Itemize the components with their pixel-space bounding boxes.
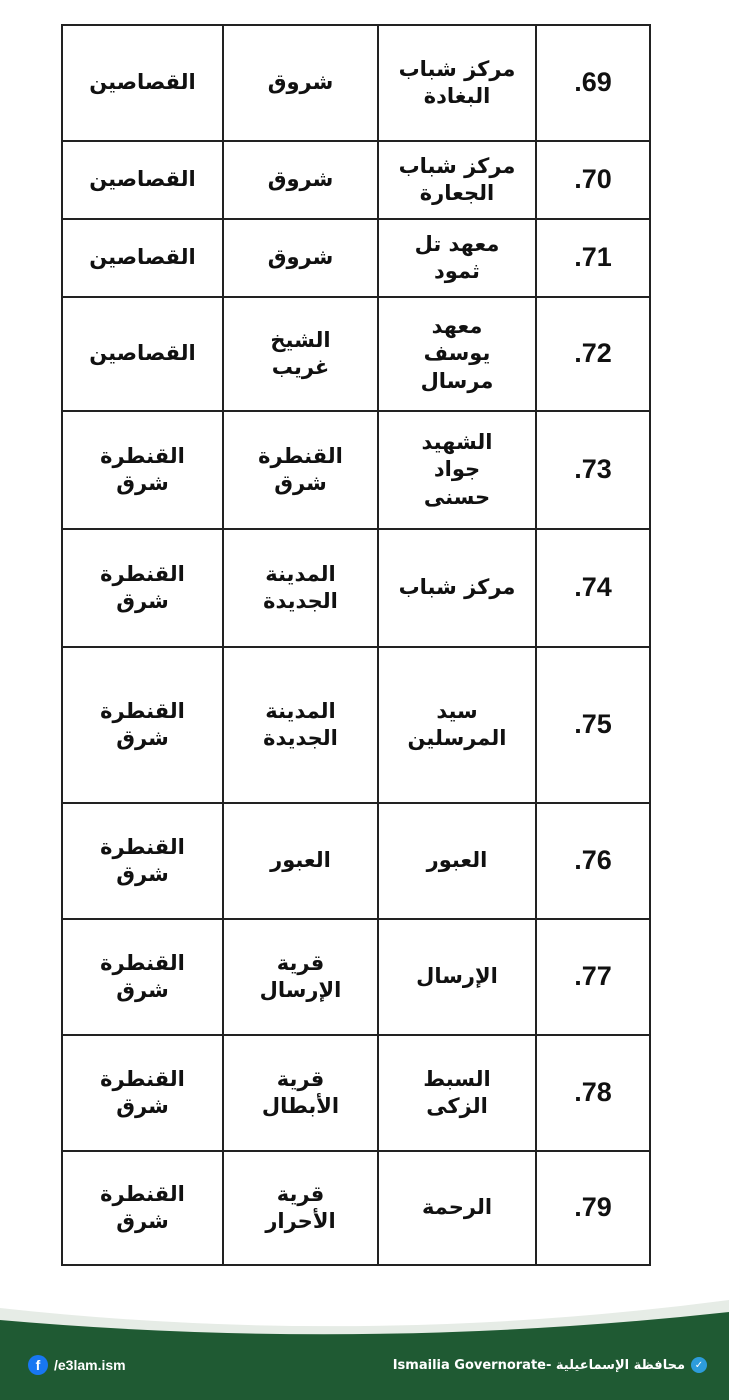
center-name-cell: مركز شباب الجعارة <box>378 141 536 219</box>
village-cell: الشيخ غريب <box>223 297 378 411</box>
table-row <box>62 1151 650 1265</box>
district-cell: القنطرة شرق <box>62 1035 223 1151</box>
center-name-cell: الإرسال <box>378 919 536 1035</box>
village-cell: قرية الأحرار <box>223 1151 378 1265</box>
facebook-icon: f <box>28 1355 48 1375</box>
row-number-cell: .71 <box>536 219 650 297</box>
village-cell: المدينة الجديدة <box>223 529 378 647</box>
table-row <box>62 25 650 141</box>
village-cell: القنطرة شرق <box>223 411 378 529</box>
district-cell: القنطرة شرق <box>62 919 223 1035</box>
center-name-cell: الشهيد جواد حسنى <box>378 411 536 529</box>
footer-wave <box>0 1290 729 1400</box>
table-body <box>62 25 650 1265</box>
village-cell: المدينة الجديدة <box>223 647 378 803</box>
center-name-cell: مركز شباب البغادة <box>378 25 536 141</box>
district-cell: القنطرة شرق <box>62 411 223 529</box>
row-number-cell: .70 <box>536 141 650 219</box>
center-name-cell: السبط الزكى <box>378 1035 536 1151</box>
table-row <box>62 1035 650 1151</box>
village-cell: شروق <box>223 219 378 297</box>
row-number-cell: .76 <box>536 803 650 919</box>
polling-stations-table <box>61 24 651 1266</box>
center-name-cell: سيد المرسلين <box>378 647 536 803</box>
table-row <box>62 297 650 411</box>
district-cell: القنطرة شرق <box>62 647 223 803</box>
row-number-cell: .72 <box>536 297 650 411</box>
center-name-cell: مركز شباب <box>378 529 536 647</box>
village-cell: قرية الأبطال <box>223 1035 378 1151</box>
table-row <box>62 141 650 219</box>
table-row <box>62 803 650 919</box>
governorate-text: Ismailia Governorate- محافظة الإسماعيلية <box>392 1357 685 1373</box>
district-cell: القصاصين <box>62 219 223 297</box>
table-row <box>62 647 650 803</box>
village-cell: شروق <box>223 141 378 219</box>
facebook-handle: /e3lam.ism <box>54 1357 126 1373</box>
district-cell: القصاصين <box>62 141 223 219</box>
governorate-label <box>393 1354 707 1376</box>
district-cell: القنطرة شرق <box>62 1151 223 1265</box>
center-name-cell: العبور <box>378 803 536 919</box>
district-cell: القصاصين <box>62 25 223 141</box>
center-name-cell: معهد تل ثمود <box>378 219 536 297</box>
verified-badge-icon: ✓ <box>691 1357 707 1373</box>
village-cell: العبور <box>223 803 378 919</box>
table-row <box>62 411 650 529</box>
center-name-cell: معهد يوسف مرسال <box>378 297 536 411</box>
table-row <box>62 219 650 297</box>
table-row <box>62 919 650 1035</box>
row-number-cell: .73 <box>536 411 650 529</box>
district-cell: القنطرة شرق <box>62 529 223 647</box>
district-cell: القنطرة شرق <box>62 803 223 919</box>
table-row <box>62 529 650 647</box>
village-cell: قرية الإرسال <box>223 919 378 1035</box>
facebook-link[interactable] <box>28 1354 126 1376</box>
row-number-cell: .74 <box>536 529 650 647</box>
row-number-cell: .75 <box>536 647 650 803</box>
village-cell: شروق <box>223 25 378 141</box>
district-cell: القصاصين <box>62 297 223 411</box>
row-number-cell: .77 <box>536 919 650 1035</box>
center-name-cell: الرحمة <box>378 1151 536 1265</box>
row-number-cell: .78 <box>536 1035 650 1151</box>
row-number-cell: .79 <box>536 1151 650 1265</box>
row-number-cell: .69 <box>536 25 650 141</box>
